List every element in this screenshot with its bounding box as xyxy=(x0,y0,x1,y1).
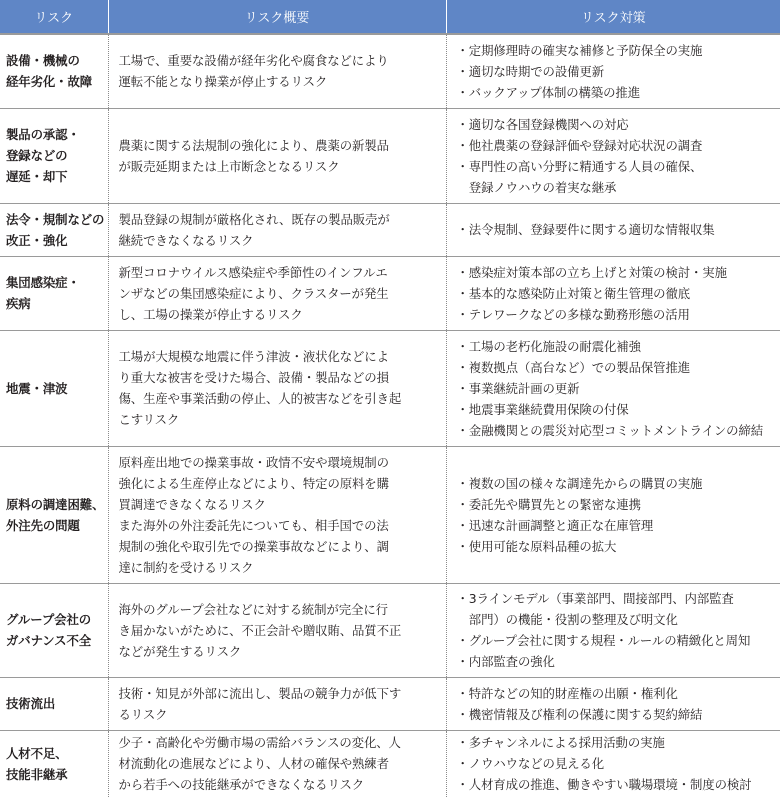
overview-cell xyxy=(108,108,446,203)
overview-cell xyxy=(108,677,446,730)
measure-line: ・事業継続計画の更新 xyxy=(456,380,580,396)
header-measures: リスク対策 xyxy=(446,0,780,34)
overview-line: ンザなどの集団感染症により、クラスターが発生 xyxy=(118,285,389,301)
measures-cell xyxy=(446,730,780,797)
risk-line: 技術流出 xyxy=(6,696,56,711)
risk-line: 集団感染症・ xyxy=(6,275,80,290)
risk-cell xyxy=(0,677,108,730)
table-row xyxy=(0,677,780,730)
overview-line: などが発生するリスク xyxy=(118,643,242,659)
measure-line: ・人材育成の推進、働きやすい職場環境・制度の検討 xyxy=(456,777,752,793)
measures-cell xyxy=(446,583,780,677)
measures-cell xyxy=(446,446,780,583)
measure-line: ・法令規制、登録要件に関する適切な情報収集 xyxy=(456,222,715,237)
risk-line: ガバナンス不全 xyxy=(6,633,92,648)
measures-cell xyxy=(446,108,780,203)
risk-line: 人材不足、 xyxy=(6,745,68,761)
table-row xyxy=(0,34,780,108)
overview-cell xyxy=(108,256,446,330)
overview-line: 新型コロナウイルス感染症や季節性のインフルエ xyxy=(118,264,388,280)
risk-line: 地震・津波 xyxy=(6,380,68,396)
table-row xyxy=(0,203,780,256)
overview-cell xyxy=(108,583,446,677)
measure-line: ・多チャンネルによる採用活動の実施 xyxy=(456,735,665,751)
measure-line: ・機密情報及び権利の保護に関する契約締結 xyxy=(456,706,703,722)
overview-line: 運転不能となり操業が停止するリスク xyxy=(118,74,328,90)
overview-line: 達に制約を受けるリスク xyxy=(118,559,254,575)
measures-cell xyxy=(446,256,780,330)
risk-line: 法令・規制などの xyxy=(6,211,105,227)
risk-line: 遅延・却下 xyxy=(6,169,68,184)
measure-line: ・バックアップ体制の構築の推進 xyxy=(456,84,640,100)
header-risk: リスク xyxy=(0,0,108,34)
measure-line: ・専門性の高い分野に精通する人員の確保、 xyxy=(456,158,703,174)
overview-line: 継続できなくなるリスク xyxy=(118,232,254,248)
table-row xyxy=(0,256,780,330)
risk-line: 設備・機械の xyxy=(6,53,80,69)
table-row xyxy=(0,330,780,446)
table-body xyxy=(0,34,780,797)
measure-line: ・使用可能な原料品種の拡大 xyxy=(456,538,617,554)
overview-line: 材流動化の進展などにより、人材の確保や熟練者 xyxy=(118,756,389,772)
risk-line: 改正・強化 xyxy=(6,232,68,248)
overview-cell xyxy=(108,34,446,108)
overview-line: 農薬に関する法規制の強化により、農薬の新製品 xyxy=(118,137,389,153)
risk-line: 技能非継承 xyxy=(6,766,68,782)
measure-line: ・迅速な計画調整と適正な在庫管理 xyxy=(456,517,654,533)
overview-line: 傷、生産や事業活動の停止、人的被害などを引き起 xyxy=(118,391,402,406)
header-overview: リスク概要 xyxy=(108,0,446,34)
table-row xyxy=(0,446,780,583)
risk-cell xyxy=(0,730,108,797)
risk-cell xyxy=(0,256,108,330)
risk-line: 疾病 xyxy=(6,296,31,311)
risk-line: 外注先の問題 xyxy=(6,517,80,533)
overview-line: 少子・高齢化や労働市場の需給バランスの変化、人 xyxy=(118,735,401,751)
table-row xyxy=(0,583,780,677)
measure-line: ・ノウハウなどの見える化 xyxy=(456,756,604,772)
measure-line: ・地震事業継続費用保険の付保 xyxy=(456,401,629,417)
overview-line: 強化による生産停止などにより、特定の原料を購 xyxy=(118,475,389,491)
overview-line: り重大な被害を受けた場合、設備・製品などの損 xyxy=(118,370,389,385)
overview-line: 海外のグループ会社などに対する統制が完全に行 xyxy=(118,601,388,617)
overview-cell xyxy=(108,730,446,797)
risk-cell xyxy=(0,583,108,677)
measure-line: ・他社農薬の登録評価や登録対応状況の調査 xyxy=(456,137,703,153)
measure-line: ・複数の国の様々な調達先からの購買の実施 xyxy=(456,475,703,491)
table-row xyxy=(0,108,780,203)
measure-line: ・適切な各国登録機関への対応 xyxy=(456,116,629,132)
table-header xyxy=(0,0,780,34)
measure-line: ・定期修理時の確実な補修と予防保全の実施 xyxy=(456,42,703,58)
overview-line: 原料産出地での操業事故・政情不安や環境規制の xyxy=(118,454,389,470)
measure-line: ・適切な時期での設備更新 xyxy=(456,63,604,79)
overview-line: き届かないがために、不正会計や贈収賄、品質不正 xyxy=(118,622,402,638)
measure-line: ・3ラインモデル（事業部門、間接部門、内部監査 xyxy=(456,591,734,606)
measure-line: ・工場の老朽化施設の耐震化補強 xyxy=(456,338,641,354)
overview-line: から若手への技能継承ができなくなるリスク xyxy=(118,777,365,793)
overview-cell xyxy=(108,330,446,446)
measures-cell xyxy=(446,34,780,108)
measure-line: ・特許などの知的財産権の出願・権利化 xyxy=(456,685,678,701)
measures-cell xyxy=(446,330,780,446)
measure-line: ・グループ会社に関する規程・ルールの精緻化と周知 xyxy=(456,633,751,648)
risk-cell xyxy=(0,446,108,583)
measure-line: ・委託先や購買先との緊密な連携 xyxy=(456,496,641,512)
overview-line: また海外の外注委託先についても、相手国での法 xyxy=(118,517,389,533)
measures-cell xyxy=(446,677,780,730)
overview-line: 製品登録の規制が厳格化され、既存の製品販売が xyxy=(118,211,390,227)
overview-line: るリスク xyxy=(118,706,168,722)
measure-line: 登録ノウハウの着実な継承 xyxy=(456,179,617,195)
overview-line: 規制の強化や取引先での操業事故などにより、調 xyxy=(118,538,389,554)
measure-line: ・感染症対策本部の立ち上げと対策の検討・実施 xyxy=(456,264,727,280)
risk-cell xyxy=(0,108,108,203)
measure-line: ・基本的な感染防止対策と衛生管理の徹底 xyxy=(456,285,691,301)
measure-line: ・金融機関との震災対応型コミットメントラインの締結 xyxy=(456,422,764,438)
overview-line: し、工場の操業が停止するリスク xyxy=(118,306,303,322)
risk-line: 製品の承認・ xyxy=(6,127,80,142)
overview-cell xyxy=(108,203,446,256)
measure-line: ・内部監査の強化 xyxy=(456,654,555,669)
overview-line: 買調達できなくなるリスク xyxy=(118,496,266,512)
table-row xyxy=(0,730,780,797)
overview-cell xyxy=(108,446,446,583)
overview-line: が販売延期または上市断念となるリスク xyxy=(118,158,340,174)
overview-line: 工場が大規模な地震に伴う津波・液状化などによ xyxy=(118,349,389,364)
measures-cell xyxy=(446,203,780,256)
risk-line: グループ会社の xyxy=(6,612,92,627)
risk-cell xyxy=(0,203,108,256)
overview-line: 技術・知見が外部に流出し、製品の競争力が低下す xyxy=(118,685,402,701)
risk-line: 登録などの xyxy=(6,148,68,163)
risk-line: 原料の調達困難、 xyxy=(6,496,105,512)
risk-line: 経年劣化・故障 xyxy=(6,74,93,90)
overview-line: こすリスク xyxy=(118,412,180,427)
measure-line: ・テレワークなどの多様な勤務形態の活用 xyxy=(456,306,690,322)
overview-line: 工場で、重要な設備が経年劣化や腐食などにより xyxy=(118,53,389,69)
measure-line: ・複数拠点（高台など）での製品保管推進 xyxy=(456,359,691,375)
measure-line: 部門）の機能・役割の整理及び明文化 xyxy=(456,612,678,627)
risk-cell xyxy=(0,34,108,108)
risk-cell xyxy=(0,330,108,446)
